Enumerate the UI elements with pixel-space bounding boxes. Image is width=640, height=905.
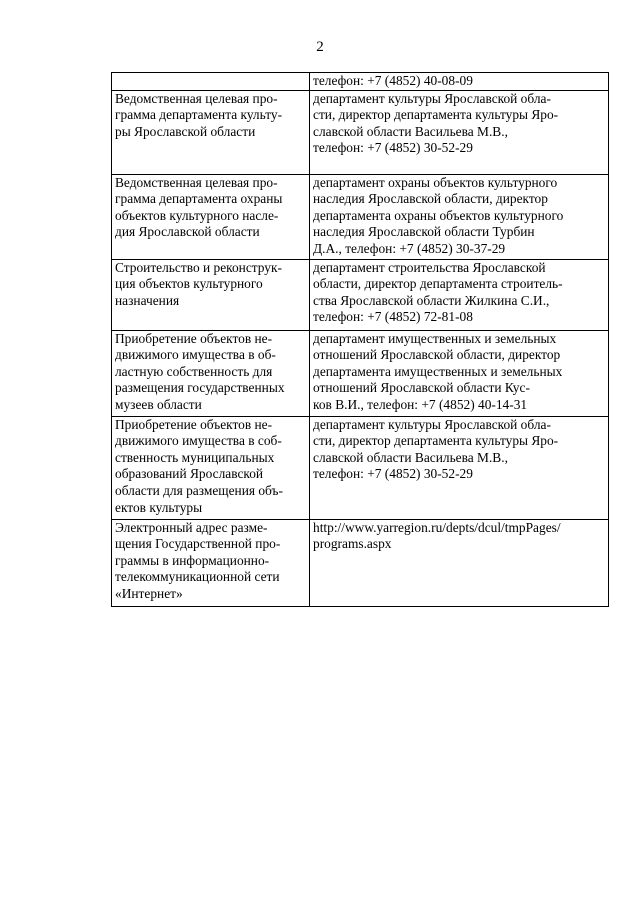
cell-text-line: сти, директор департамента культуры Яро-	[313, 433, 559, 449]
cell-text-line: дия Ярославской области	[115, 224, 260, 240]
cell-text-line: телефон: +7 (4852) 72-81-08	[313, 309, 473, 325]
left-cell	[112, 259, 310, 330]
cell-text-line: славской области Васильева М.В.,	[313, 123, 508, 139]
right-cell	[310, 416, 609, 519]
cell-text-line: ков В.И., телефон: +7 (4852) 40-14-31	[313, 396, 528, 412]
cell-text-line: телекоммуникационной сети	[115, 569, 280, 585]
left-cell	[112, 90, 310, 174]
cell-text-line: области для размещения объ-	[115, 482, 283, 498]
cell-text-line: департамент строительства Ярославской	[313, 259, 546, 275]
cell-text-line: programs.aspx	[313, 536, 392, 552]
table-body	[112, 73, 609, 607]
left-cell	[112, 73, 310, 91]
cell-text-line: ектов культуры	[115, 499, 203, 515]
cell-text-line: отношений Ярославской области Кус-	[313, 380, 530, 396]
cell-text-line: Приобретение объектов не-	[115, 330, 273, 346]
right-cell	[310, 259, 609, 330]
left-cell	[112, 416, 310, 519]
cell-text-line: телефон: +7 (4852) 30-52-29	[313, 466, 473, 482]
cell-text-line: щения Государственной про-	[115, 536, 281, 552]
right-cell	[310, 330, 609, 416]
cell-text-line: назначения	[115, 292, 180, 308]
right-cell	[310, 73, 609, 91]
left-cell	[112, 174, 310, 259]
cell-text-line: славской области Васильева М.В.,	[313, 449, 508, 465]
table-row	[112, 90, 609, 174]
cell-text-line: грамма департамента культу-	[115, 107, 283, 123]
cell-text-line: объектов культурного насле-	[115, 207, 279, 223]
cell-text-line: ция объектов культурного	[115, 276, 263, 292]
table-row	[112, 73, 609, 91]
cell-text-line: ры Ярославской области	[115, 123, 256, 139]
cell-text-line: ластную собственность для	[115, 363, 273, 379]
cell-text-line: телефон: +7 (4852) 30-52-29	[313, 140, 473, 156]
table-row	[112, 174, 609, 259]
right-cell	[310, 174, 609, 259]
cell-text-line: департамент охраны объектов культурного	[313, 174, 558, 190]
cell-text-line: http://www.yarregion.ru/depts/dcul/tmpPages/	[313, 519, 561, 535]
table-row	[112, 416, 609, 519]
cell-text-line: движимого имущества в об-	[115, 347, 276, 363]
cell-text-line: сти, директор департамента культуры Яро-	[313, 107, 559, 123]
table-row	[112, 330, 609, 416]
cell-text-line: ственность муниципальных	[115, 449, 275, 465]
cell-text-line: области, директор департамента строитель-	[313, 276, 563, 292]
cell-text-line: Электронный адрес разме-	[115, 519, 268, 535]
right-cell	[310, 519, 609, 606]
cell-text-line: Ведомственная целевая про-	[115, 90, 278, 106]
cell-text-line: образований Ярославской	[115, 466, 264, 482]
cell-text-line: телефон: +7 (4852) 40-08-09	[313, 73, 473, 88]
cell-text-line: Ведомственная целевая про-	[115, 174, 278, 190]
cell-text-line: «Интернет»	[115, 585, 183, 601]
cell-text-line: наследия Ярославской области, директор	[313, 191, 548, 207]
program-info-table	[111, 72, 609, 607]
cell-text-line: департамента имущественных и земельных	[313, 363, 563, 379]
cell-text-line: музеев области	[115, 396, 202, 412]
left-cell	[112, 519, 310, 606]
cell-text-line: департамент имущественных и земельных	[313, 330, 557, 346]
cell-text-line: отношений Ярославской области, директор	[313, 347, 561, 363]
right-cell	[310, 90, 609, 174]
cell-text-line: Строительство и реконструк-	[115, 259, 282, 275]
cell-text-line: департамента охраны объектов культурного	[313, 207, 564, 223]
cell-text-line: ства Ярославской области Жилкина С.И.,	[313, 292, 550, 308]
left-cell	[112, 330, 310, 416]
cell-text-line: движимого имущества в соб-	[115, 433, 282, 449]
page-number: 2	[316, 39, 324, 55]
table-row	[112, 519, 609, 606]
cell-text-line: грамма департамента охраны	[115, 191, 283, 207]
cell-text-line: департамент культуры Ярославской обла-	[313, 90, 551, 106]
cell-text-line: Д.А., телефон: +7 (4852) 30-37-29	[313, 240, 506, 256]
cell-text-line: наследия Ярославской области Турбин	[313, 224, 535, 240]
table-row	[112, 259, 609, 330]
cell-text-line: граммы в информационно-	[115, 552, 270, 568]
cell-text-line: департамент культуры Ярославской обла-	[313, 416, 551, 432]
cell-text-line: Приобретение объектов не-	[115, 416, 273, 432]
cell-text-line: размещения государственных	[115, 380, 285, 396]
